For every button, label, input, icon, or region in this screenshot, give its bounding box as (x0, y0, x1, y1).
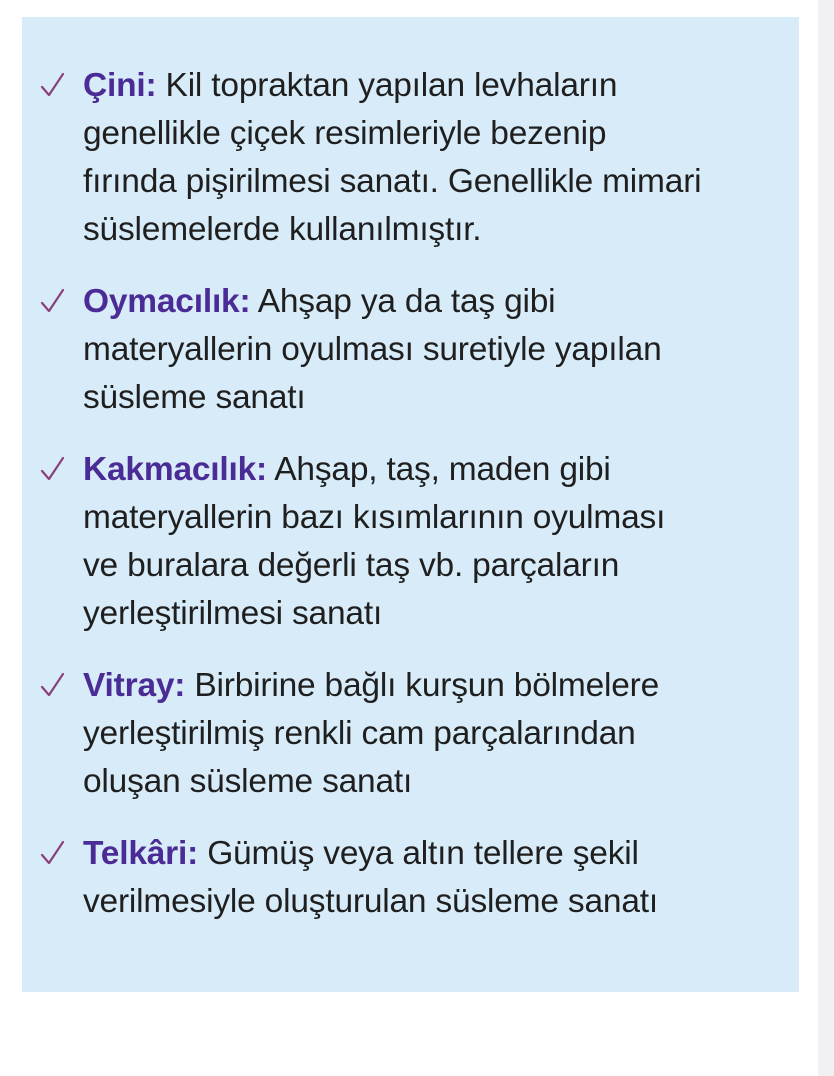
list-item-telkari (22, 830, 799, 926)
item-description-line: oluşan süsleme sanatı (83, 763, 413, 800)
info-box (22, 17, 799, 992)
art-terms-list (22, 62, 799, 950)
item-term: Vitray: (83, 667, 186, 704)
checkmark-icon (39, 664, 67, 704)
item-description-line: süsleme sanatı (83, 379, 306, 416)
item-text (83, 278, 781, 422)
item-term: Oymacılık: (83, 283, 251, 320)
checkmark-icon (39, 280, 67, 320)
item-description-line: materyallerin oyulması suretiyle yapılan (83, 331, 662, 368)
page-edge-strip (818, 0, 834, 1076)
list-item-vitray (22, 662, 799, 806)
item-description-line: Kil topraktan yapılan levhaların (165, 67, 618, 104)
item-description-line: Ahşap ya da taş gibi (257, 283, 556, 320)
checkmark-icon (39, 832, 67, 872)
item-term: Kakmacılık: (83, 451, 268, 488)
checkmark-icon (39, 448, 67, 488)
item-term: Telkâri: (83, 835, 199, 872)
item-text (83, 662, 781, 806)
item-description-line: yerleştirilmiş renkli cam parçalarından (83, 715, 636, 752)
item-text (83, 62, 781, 254)
checkmark-icon (39, 64, 67, 104)
item-description-line: süslemelerde kullanılmıştır. (83, 211, 482, 248)
item-description-line: Gümüş veya altın tellere şekil (207, 835, 639, 872)
item-text (83, 446, 781, 638)
item-description-line: verilmesiyle oluşturulan süsleme sanatı (83, 883, 658, 920)
list-item-oymacilik (22, 278, 799, 422)
item-description-line: materyallerin bazı kısımlarının oyulması (83, 499, 666, 536)
item-description-line: fırında pişirilmesi sanatı. Genellikle mimari (83, 163, 702, 200)
list-item-kakmacilik (22, 446, 799, 638)
item-description-line: Ahşap, taş, maden gibi (274, 451, 611, 488)
item-text (83, 830, 781, 926)
item-description-line: Birbirine bağlı kurşun bölmelere (194, 667, 660, 704)
item-term: Çini: (83, 67, 157, 104)
item-description-line: ve buralara değerli taş vb. parçaların (83, 547, 620, 584)
item-description-line: genellikle çiçek resimleriyle bezenip (83, 115, 607, 152)
item-description-line: yerleştirilmesi sanatı (83, 595, 383, 632)
list-item-cini (22, 62, 799, 254)
